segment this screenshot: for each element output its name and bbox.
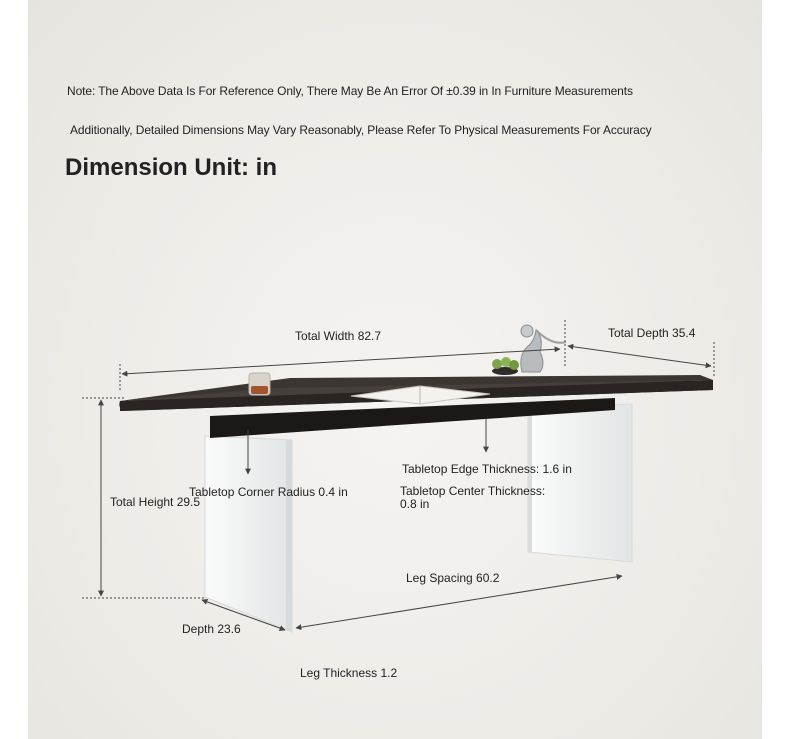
leg-back-right [528, 404, 632, 562]
leg-spacing-label: Leg Spacing 60.2 [406, 571, 500, 585]
disclaimer-note-additional: Additionally, Detailed Dimensions May Vary Reasonably, Please Refer To Physical Measurements For Accuracy [70, 123, 652, 137]
total-depth-label: Total Depth 35.4 [608, 326, 696, 340]
glass-cup-decor [249, 373, 270, 395]
total-depth-line [568, 346, 711, 366]
leg-depth-label: Depth 23.6 [182, 622, 241, 636]
total-width-label: Total Width 82.7 [295, 329, 382, 343]
silver-sculpture-decor [521, 325, 566, 372]
total-height-label: Total Height 29.5 [110, 495, 201, 509]
tabletop-center-thickness-label: Tabletop Center Thickness: [400, 484, 546, 498]
disclaimer-note: Note: The Above Data Is For Reference Only, There May Be An Error Of ±0.39 in In Furniture Measurements [67, 84, 633, 98]
fruit-bowl-decor [492, 357, 519, 375]
tabletop-edge-thickness-label: Tabletop Edge Thickness: 1.6 in [402, 462, 572, 476]
tabletop-corner-radius-label: Tabletop Corner Radius 0.4 in [189, 485, 348, 499]
dimension-unit-title: Dimension Unit: in [65, 154, 277, 181]
leg-thickness-label: Leg Thickness 1.2 [300, 666, 398, 680]
tabletop-center-thickness-value: 0.8 in [400, 497, 430, 511]
